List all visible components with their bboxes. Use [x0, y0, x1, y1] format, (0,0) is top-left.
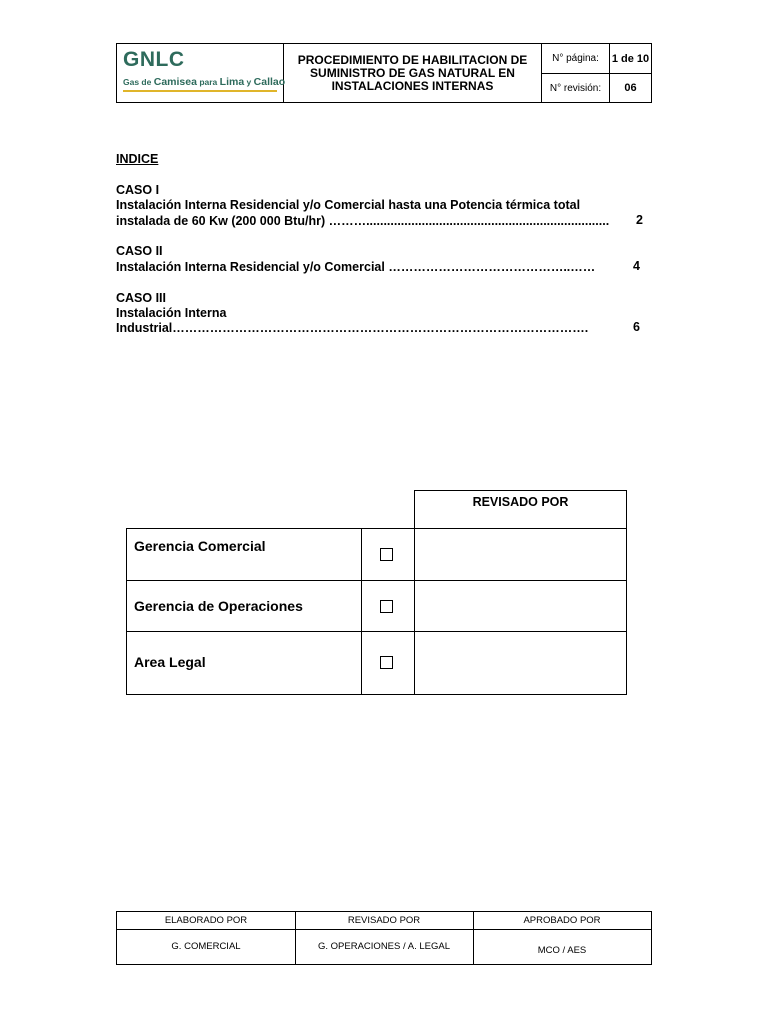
review-table: [126, 528, 627, 695]
index-case-2-page: 4: [633, 259, 640, 273]
footer-header-elaborado: ELABORADO POR: [164, 915, 248, 926]
review-checkbox[interactable]: [380, 600, 393, 613]
footer-value-elaborado: G. COMERCIAL: [171, 940, 241, 952]
index-case-1-title: CASO I: [116, 183, 160, 197]
column-divider: [414, 529, 415, 694]
index-title: INDICE: [116, 152, 159, 166]
index-case-1-line1: Instalación Interna Residencial y/o Comercial hasta una Potencia térmica total: [116, 198, 581, 212]
index-case-1-page: 2: [636, 213, 643, 227]
logo-wordmark: GNLC: [123, 48, 185, 71]
review-checkbox[interactable]: [380, 548, 393, 561]
document-title: PROCEDIMIENTO DE HABILITACION DE SUMINISTRO DE GAS NATURAL EN INSTALACIONES INTERNAS: [284, 44, 542, 102]
column-divider: [361, 529, 362, 694]
review-row-label: Area Legal: [134, 654, 206, 670]
footer-value-aprobado: MCO / AES: [537, 944, 587, 956]
review-row-label: Gerencia Comercial: [134, 538, 266, 554]
index-case-3-line1: Instalación Interna: [116, 306, 227, 320]
review-header: REVISADO POR: [414, 490, 627, 529]
logo-underline: [123, 90, 277, 92]
review-row-label: Gerencia de Operaciones: [134, 598, 303, 614]
footer-value-revisado: G. OPERACIONES / A. LEGAL: [318, 940, 450, 952]
index-case-3-line2: Industrial……………………………………………………………………………………….: [116, 321, 589, 335]
index-case-2-line1: Instalación Interna Residencial y/o Comercial ……………………………………..……: [116, 260, 596, 274]
page-number-value: 1 de 10: [611, 52, 650, 65]
review-checkbox[interactable]: [380, 656, 393, 669]
logo-tagline: Gas de Camisea para Lima y Callao: [123, 76, 286, 88]
footer-header-aprobado: APROBADO POR: [523, 915, 601, 926]
document-header: [116, 43, 652, 103]
review-row: [127, 580, 626, 631]
revision-label: N° revisión:: [542, 73, 610, 102]
page-number-label: N° página:: [542, 44, 610, 73]
review-row: [127, 529, 626, 580]
company-logo: [117, 44, 284, 102]
approval-footer: [116, 911, 652, 965]
index-case-3-page: 6: [633, 320, 640, 334]
revision-value: 06: [610, 73, 651, 102]
review-row: [127, 631, 626, 694]
index-case-2-title: CASO II: [116, 244, 163, 258]
index-case-1-line2: instalada de 60 Kw (200 000 Btu/hr) ………......................................................................: [116, 214, 610, 228]
footer-header-revisado: REVISADO POR: [347, 915, 421, 926]
index-case-3-title: CASO III: [116, 291, 167, 305]
